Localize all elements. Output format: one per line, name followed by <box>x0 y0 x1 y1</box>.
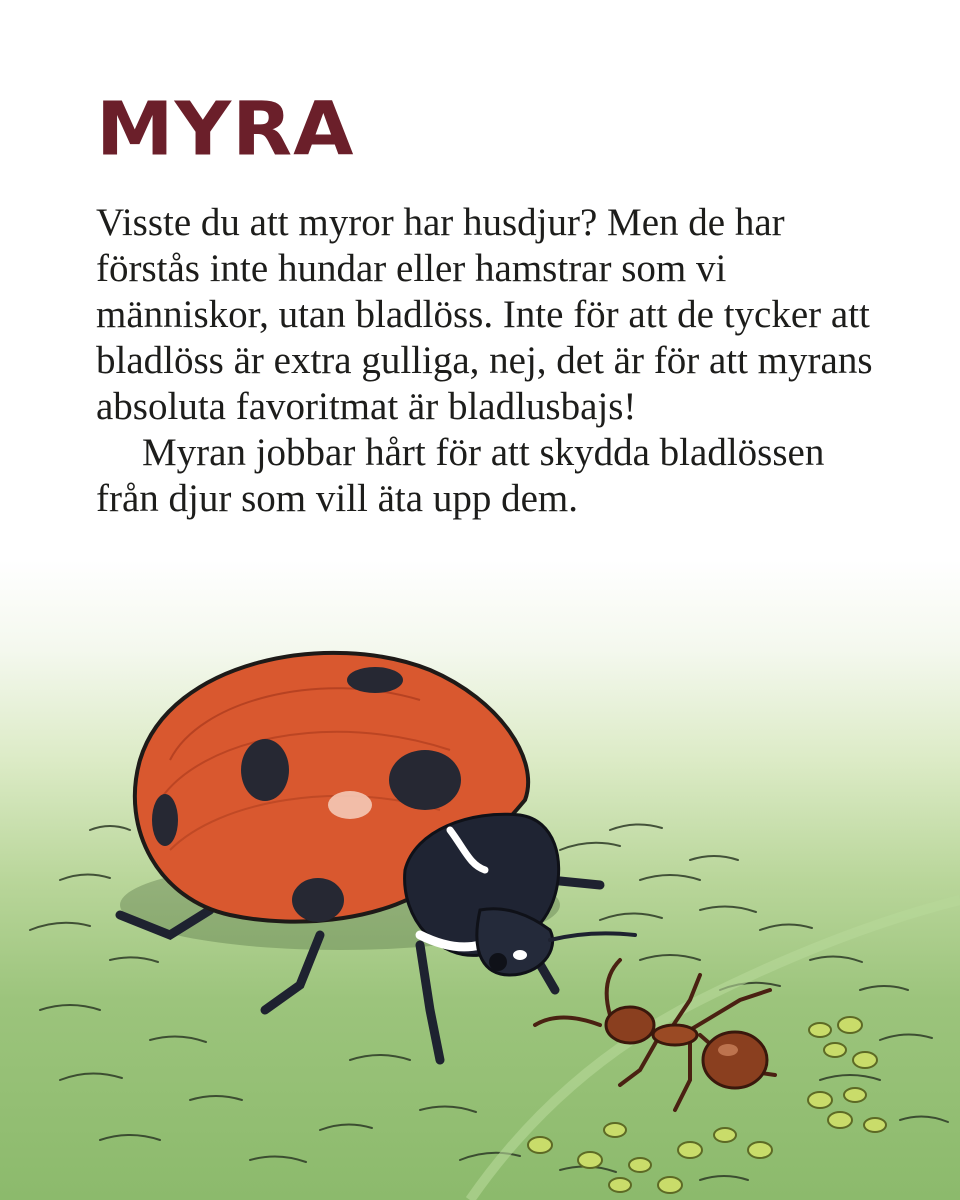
aphid <box>528 1137 552 1153</box>
aphid <box>578 1152 602 1168</box>
aphid <box>604 1123 626 1137</box>
aphid <box>808 1092 832 1108</box>
aphid <box>658 1177 682 1193</box>
aphid <box>864 1118 886 1132</box>
aphid <box>714 1128 736 1142</box>
shell-highlight <box>328 791 372 819</box>
aphid <box>678 1142 702 1158</box>
aphid <box>838 1017 862 1033</box>
shell-spot <box>292 878 344 922</box>
aphid <box>748 1142 772 1158</box>
shell-spot <box>241 739 289 801</box>
insect-illustration <box>0 620 960 1200</box>
page-title: MYRA <box>96 87 355 173</box>
shell-spot <box>389 750 461 810</box>
aphid <box>629 1158 651 1172</box>
paragraph-protect: Myran jobbar hårt för att skydda bladlössen från djur som vill äta upp dem. <box>96 431 825 520</box>
shell-spot <box>347 667 403 693</box>
shell-spot <box>152 794 178 846</box>
aphid <box>809 1023 831 1037</box>
aphid <box>844 1088 866 1102</box>
body-text <box>96 200 896 522</box>
aphid <box>824 1043 846 1057</box>
aphid <box>828 1112 852 1128</box>
paragraph-intro: Visste du att myror har husdjur? Men de har förstås inte hundar eller hamstrar som vi människor, utan bladlöss. Inte för att de tycker att bladlöss är extra gulliga, nej, det är för att myrans absoluta favoritmat är bladlusbajs! <box>96 201 873 428</box>
aphid <box>609 1178 631 1192</box>
aphid <box>853 1052 877 1068</box>
